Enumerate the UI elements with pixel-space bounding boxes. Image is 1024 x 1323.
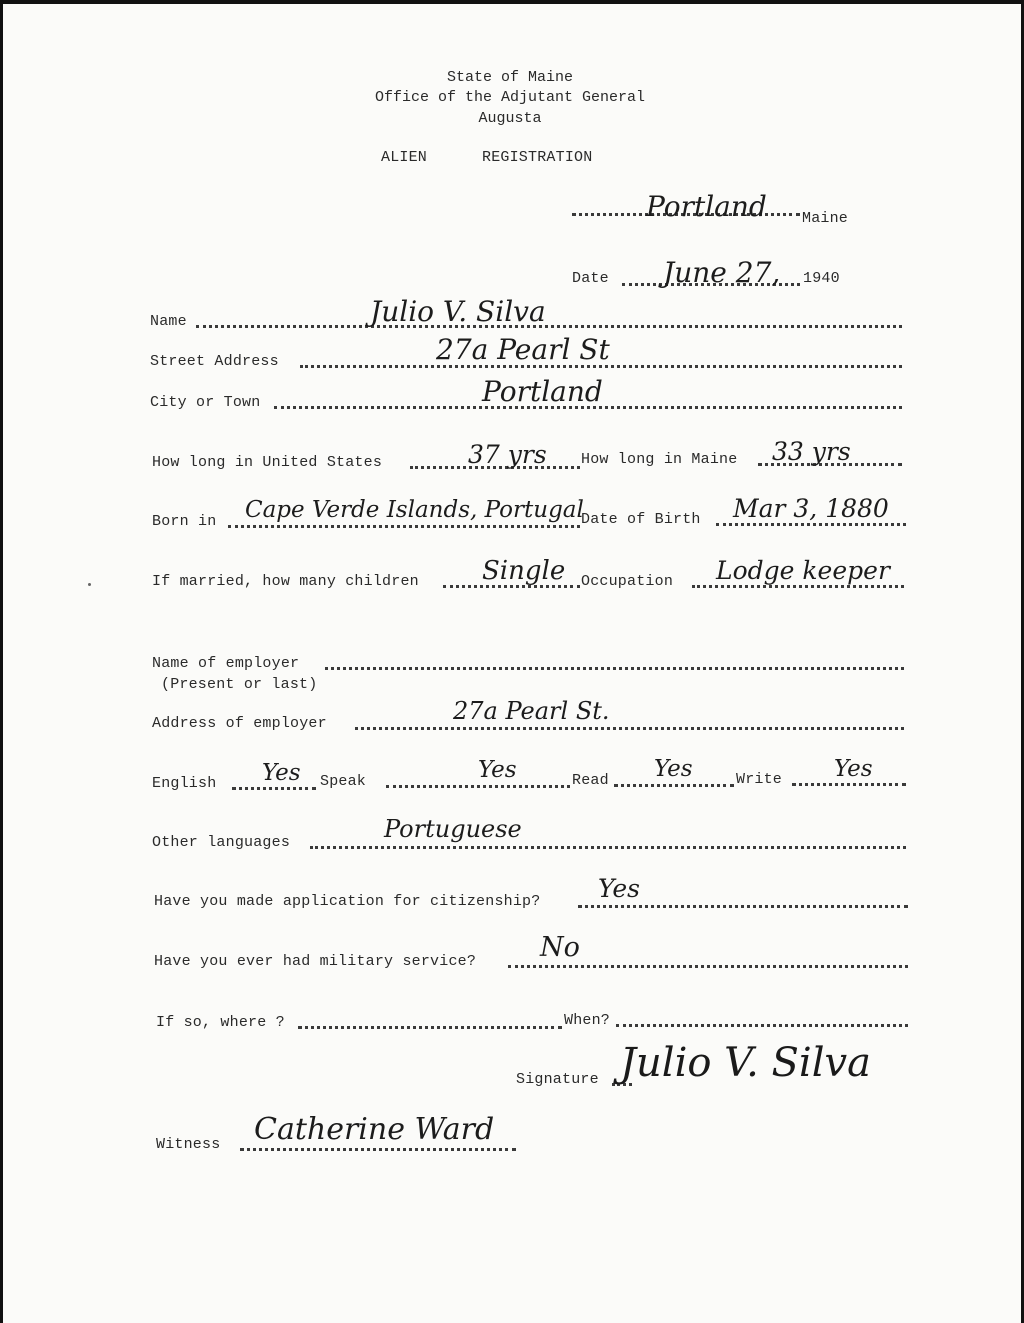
city-value: Portland (482, 375, 603, 408)
date-year: 1940 (803, 270, 840, 287)
witness-dotted-line (240, 1148, 516, 1151)
read-dotted-line (614, 784, 734, 787)
english-value: Yes (262, 760, 301, 786)
occupation-value: Lodge keeper (716, 556, 890, 585)
dob-value: Mar 3, 1880 (733, 494, 889, 523)
us-duration-value: 37 yrs (468, 440, 547, 469)
name-label: Name (150, 313, 187, 330)
employer-address-label: Address of employer (152, 715, 327, 732)
speak-label: Speak (320, 773, 367, 790)
witness-value: Catherine Ward (254, 1112, 495, 1147)
place-value: Portland (646, 190, 767, 223)
city-label: City or Town (150, 394, 261, 411)
date-label: Date (572, 270, 609, 287)
write-dotted-line (792, 783, 906, 786)
write-value: Yes (834, 756, 873, 782)
header-city: Augusta (478, 110, 542, 127)
employer-label: Name of employer (152, 655, 300, 672)
employer-sublabel: (Present or last) (161, 676, 318, 693)
when-label: When? (564, 1012, 611, 1029)
maine-duration-label: How long in Maine (581, 451, 738, 468)
us-duration-label: How long in United States (152, 454, 383, 471)
other-languages-label: Other languages (152, 834, 291, 851)
citizenship-label: Have you made application for citizenship? (154, 893, 541, 910)
where-dotted-line (298, 1026, 562, 1029)
born-in-label: Born in (152, 513, 217, 530)
scan-border-left (0, 0, 3, 1323)
name-dotted-line (196, 325, 902, 328)
employer-address-value: 27a Pearl St. (453, 697, 610, 725)
military-dotted-line (508, 965, 908, 968)
dob-dotted-line (716, 523, 906, 526)
write-label: Write (736, 771, 783, 788)
where-label: If so, where ? (156, 1014, 285, 1031)
speak-dotted-line (386, 785, 570, 788)
date-value: June 27, (663, 256, 781, 289)
name-value: Julio V. Silva (370, 295, 546, 328)
other-languages-value: Portuguese (384, 815, 522, 843)
street-value: 27a Pearl St (436, 333, 610, 366)
children-label: If married, how many children (152, 573, 419, 590)
signature-value: Julio V. Silva (620, 1040, 871, 1086)
english-label: English (152, 775, 217, 792)
employer-dotted-line (325, 667, 904, 670)
place-suffix: Maine (802, 210, 849, 227)
dob-label: Date of Birth (581, 511, 701, 528)
children-value: Single (482, 556, 566, 586)
read-label: Read (572, 772, 609, 789)
occupation-label: Occupation (581, 573, 674, 590)
military-value: No (540, 932, 580, 963)
header-office: Office of the Adjutant General (374, 89, 646, 106)
other-languages-dotted-line (310, 846, 906, 849)
maine-duration-value: 33 yrs (772, 437, 851, 466)
english-dotted-line (232, 787, 316, 790)
scan-border-top (0, 0, 1024, 4)
scan-speck (88, 583, 91, 586)
military-label: Have you ever had military service? (154, 953, 477, 970)
born-in-dotted-line (228, 525, 580, 528)
citizenship-dotted-line (578, 905, 908, 908)
employer-address-dotted-line (355, 727, 904, 730)
title-alien: ALIEN (381, 149, 428, 166)
born-in-value: Cape Verde Islands, Portugal (245, 497, 584, 523)
read-value: Yes (654, 756, 693, 782)
witness-label: Witness (156, 1136, 221, 1153)
signature-label: Signature (516, 1071, 599, 1088)
citizenship-value: Yes (598, 874, 640, 903)
occupation-dotted-line (692, 585, 904, 588)
header-state: State of Maine (446, 69, 574, 86)
title-registration: REGISTRATION (482, 149, 593, 166)
when-dotted-line (616, 1024, 908, 1027)
speak-value: Yes (478, 757, 517, 783)
street-label: Street Address (150, 353, 279, 370)
